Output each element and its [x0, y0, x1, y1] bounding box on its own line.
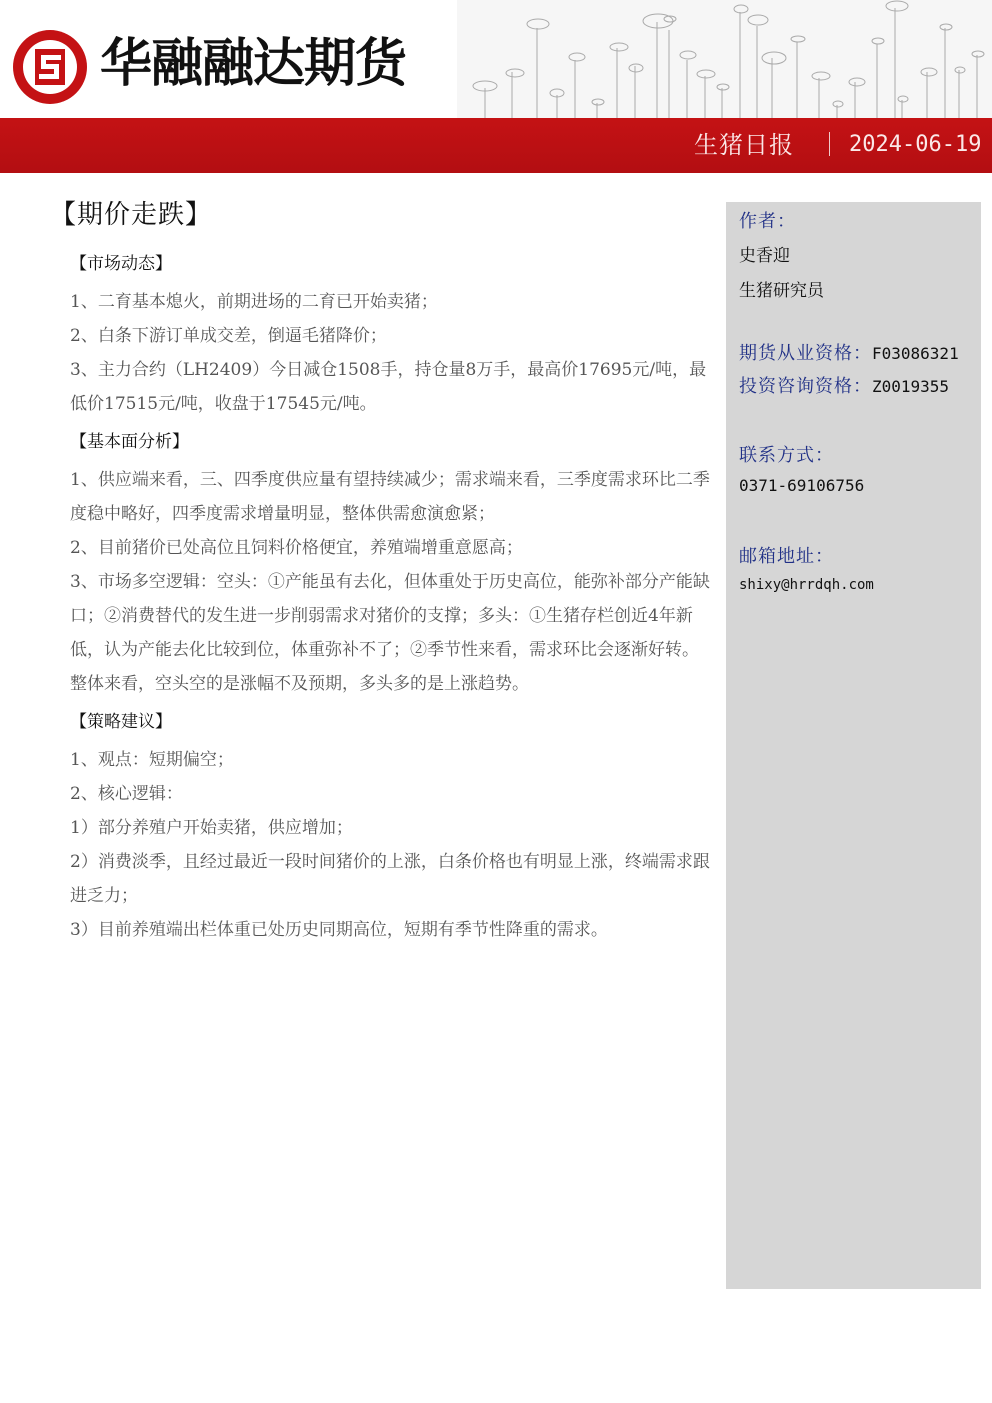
report-date: 2024-06-19 — [849, 132, 982, 157]
brand-name: 华融融达期货 — [100, 34, 407, 94]
email-label: 邮箱地址： — [739, 546, 834, 567]
decorative-pattern — [457, 0, 992, 118]
paragraph: 3、市场多空逻辑：空头：①产能虽有去化，但体重处于历史高位，能弥补部分产能缺口；②消费替代的发生进一步削弱需求对猪价的支撑；多头：①生猪存栏创近4年新低，认为产能去化比较到位，体重弥补不了；②季节性来看，需求环比会逐渐好转。整体来看，空头空的是涨幅不及预期，多头多的是上涨趋势。 — [70, 572, 710, 694]
advisory-qual-label: 投资咨询资格： — [739, 376, 872, 397]
paragraph: 3）目前养殖端出栏体重已处历史同期高位，短期有季节性降重的需求。 — [70, 920, 608, 940]
advisory-qualification — [739, 372, 949, 398]
email-address[interactable]: shixy@hrrdqh.com — [739, 577, 874, 593]
paragraph: 1、供应端来看，三、四季度供应量有望持续减少；需求端来看，三季度需求环比二季度稳中略好，四季度需求增量明显，整体供需愈演愈紧； — [70, 470, 710, 524]
paragraph: 2）消费淡季，且经过最近一段时间猪价的上涨，白条价格也有明显上涨，终端需求跟进乏力； — [70, 852, 710, 906]
futures-qual-label: 期货从业资格： — [739, 343, 872, 364]
paragraph: 1、观点：短期偏空； — [70, 750, 234, 770]
paragraph: 2、目前猪价已处高位且饲料价格便宜，养殖端增重意愿高； — [70, 538, 523, 558]
paragraph: 3、主力合约（LH2409）今日减仓1508手，持仓量8万手，最高价17695元/吨，最低价17515元/吨，收盘于17545元/吨。 — [70, 360, 707, 414]
contact-phone: 0371-69106756 — [739, 476, 865, 495]
paragraph: 2、白条下游订单成交差，倒逼毛猪降价； — [70, 326, 387, 346]
futures-qual-value: F03086321 — [872, 344, 959, 363]
title-band — [0, 118, 992, 173]
author-label: 作者： — [739, 211, 796, 232]
author-title: 生猪研究员 — [739, 281, 824, 301]
strategy-heading: 【策略建议】 — [70, 712, 172, 732]
author-name: 史香迎 — [739, 246, 790, 266]
market-dynamics-heading: 【市场动态】 — [70, 254, 172, 274]
report-header — [0, 0, 992, 175]
paragraph: 1、二育基本熄火，前期进场的二育已开始卖猪； — [70, 292, 438, 312]
paragraph: 2、核心逻辑： — [70, 784, 183, 804]
futures-qualification — [739, 339, 959, 365]
paragraph: 1）部分养殖户开始卖猪，供应增加； — [70, 818, 353, 838]
fundamental-analysis-heading: 【基本面分析】 — [70, 432, 189, 452]
logo-emblem-icon — [10, 27, 90, 107]
title-separator — [829, 132, 830, 156]
section-title: 【期价走跌】 — [50, 200, 213, 230]
author-sidebar — [726, 202, 981, 1289]
advisory-qual-value: Z0019355 — [872, 377, 950, 396]
report-title: 生猪日报 — [694, 131, 794, 159]
report-body — [50, 195, 715, 947]
company-logo — [10, 22, 450, 112]
contact-label: 联系方式： — [739, 445, 834, 466]
